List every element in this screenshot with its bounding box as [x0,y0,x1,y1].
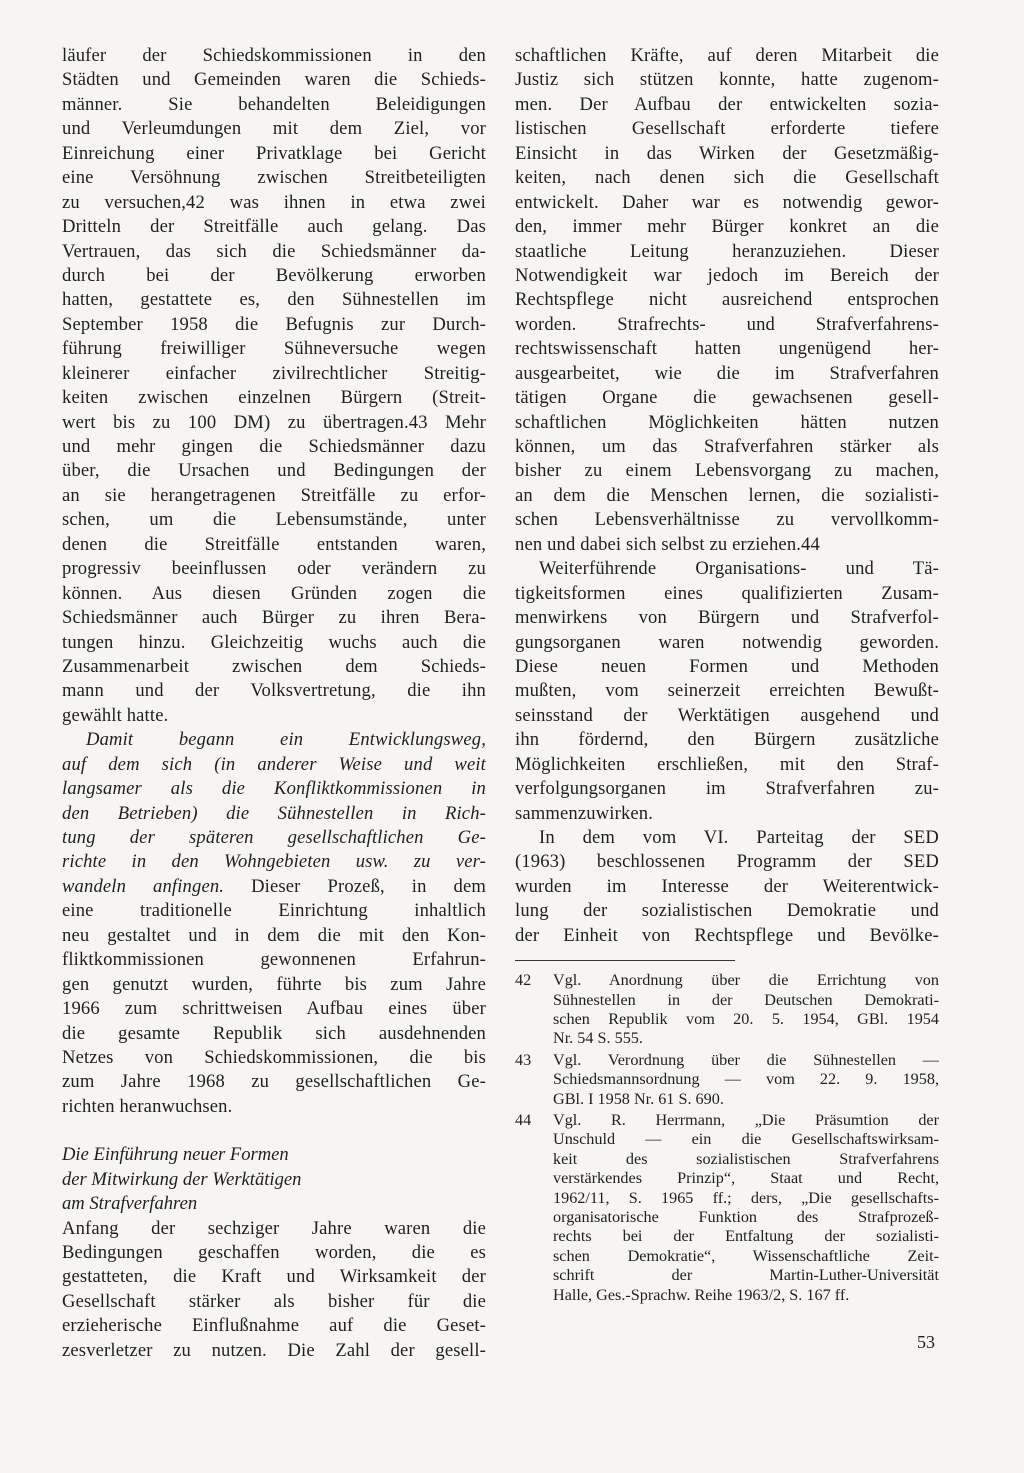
text-line: mann und der Volksvertretung, die ihn [62,680,486,702]
paragraph [515,826,939,948]
text-line: schen Demokratie“, Wissenschaftliche Zeit- [553,1246,939,1265]
text-line: keit des sozialistischen Strafverfahrens [553,1149,939,1168]
footnote [515,971,939,1049]
text-line: am Strafverfahren [62,1193,198,1215]
text-line: hatten, gestattete es, den Sühnestellen im [62,289,486,311]
text-line: können, um das Strafverfahren stärker als [515,436,939,457]
text-line: richten heranwuchsen. [62,1095,233,1117]
text-line: nen und dabei sich selbst zu erziehen.44 [515,533,820,555]
text-line: Rechtspflege nicht ausreichend entsprochen [515,289,939,311]
footnote-divider [515,960,735,961]
text-line: Vgl. Verordnung über die Sühnestellen — [553,1050,939,1069]
text-line: an dem die Menschen lernen, die sozialisti- [515,484,939,506]
text-line: langsamer als die Konfliktkommissionen in [62,778,486,800]
text-line: mußten, vom seinerzeit erreichten Bewußt- [515,680,939,702]
text-line: Notwendigkeit war jedoch im Bereich der [515,264,939,286]
text-line: und mehr gingen die Schiedsmänner dazu [62,436,486,457]
paragraph [62,1217,486,1364]
text-line: schen Republik vom 20. 5. 1954, GBl. 1954 [553,1010,939,1028]
text-line: der Einheit von Rechtspflege und Bevölke- [515,924,939,946]
text-line: auf dem sich (in anderer Weise und weit [62,753,486,775]
text-line: wert bis zu 100 DM) zu übertragen.43 Mehr [62,411,486,433]
text-line: September 1958 die Befugnis zur Durch- [62,313,486,335]
text-line: Einreichung einer Privatklage bei Gericht [62,142,486,164]
text-line: Schiedsmänner auch Bürger zu ihren Bera- [62,607,486,629]
text-line: men. Der Aufbau der entwickelten sozia- [515,93,939,115]
text-line: lung der sozialistischen Demokratie und [515,900,939,922]
text-line: neu gestaltet und in dem die mit den Kon- [62,924,486,946]
footnote [515,1051,939,1109]
text-line: schen Lebensverhältnisse zu vervollkomm- [515,509,939,531]
text-line: Unschuld — ein die Gesellschaftswirksam- [553,1130,939,1149]
text-line: zesverletzer zu nutzen. Die Zahl der gesell- [62,1339,486,1361]
text-line: denen die Streitfälle entstanden waren, [62,533,486,555]
italic-fragment: wandeln anfingen. [62,875,225,897]
text-line: männer. Sie behandelten Beleidigungen [62,93,486,115]
text-line: gewählt hatte. [62,704,169,726]
text-line: 1966 zum schrittweisen Aufbau eines über [62,998,486,1020]
text-line: eine Versöhnung zwischen Streitbeteiligten [62,167,486,189]
text-line: richte in den Wohngebieten usw. zu ver- [62,851,486,873]
text-line: (1963) beschlossenen Programm der SED [515,851,939,873]
text-line: den, immer mehr Bürger konkret an die [515,216,939,238]
text-line: ihn fördernd, den Bürgern zusätzliche [515,729,939,751]
text-line: worden. Strafrechts- und Strafverfahrens- [515,313,939,335]
text-line: Bedingungen geschaffen worden, die es [62,1242,486,1264]
text-line: schen, um die Lebensumstände, unter [62,509,486,531]
text-line: eine traditionelle Einrichtung inhaltlich [62,900,486,922]
text-line: Gesellschaft stärker als bisher für die [62,1290,486,1312]
text-line: fliktkommissionen gewonnenen Erfahrun- [62,949,486,971]
text-line: Sühnestellen in der Deutschen Demokrati- [553,990,939,1009]
text-line: Weiterführende Organisations- und Tä- [539,558,939,580]
text-line: der Mitwirkung der Werktätigen [62,1168,302,1190]
text-line: Vgl. Anordnung über die Errichtung von [553,971,939,990]
text-line: seinsstand der Werktätigen ausgehend und [515,704,939,726]
text-line: GBl. I 1958 Nr. 61 S. 690. [553,1089,724,1108]
text-line: In dem vom VI. Parteitag der SED [539,827,939,848]
text-line: sammenzuwirken. [515,802,654,824]
text-line: Dritteln der Streitfälle auch gelang. Das [62,216,486,238]
text-line: die gesamte Republik sich ausdehnenden [62,1022,486,1044]
paragraph-italic-lead [62,728,486,1119]
paragraph [515,557,939,826]
text-line: rechtswissenschaft hatten ungenügend her- [515,338,939,360]
text-line: schaftlichen Möglichkeiten hätten nutzen [515,411,939,433]
text-line: Diese neuen Formen und Methoden [515,655,939,677]
text-line: verfolgungsorganen im Strafverfahren zu- [515,778,939,800]
text-line: Möglichkeiten erschließen, mit den Straf- [515,753,939,775]
text-line: zu versuchen,42 was ihnen in etwa zwei [62,191,486,213]
text-line: können. Aus diesen Gründen zogen die [62,582,486,604]
text-line: menwirkens von Bürgern und Strafverfol- [515,607,939,629]
text-line: gungsorganen waren notwendig geworden. [515,631,939,653]
text-line: Vgl. R. Herrmann, „Die Präsumtion der [553,1111,939,1130]
text-line: tätigen Organe die gewachsenen gesell- [515,387,939,409]
text-line: wurden im Interesse der Weiterentwick- [515,875,939,897]
text-line: erzieherische Einflußnahme auf die Geset- [62,1315,486,1337]
text-line: Einsicht in das Wirken der Gesetzmäßig- [515,142,939,164]
text-line: Städten und Gemeinden waren die Schieds- [62,69,486,91]
text-line: entwickelt. Daher war es notwendig gewor- [515,191,939,213]
text-line: Schiedsmannsordnung — vom 22. 9. 1958, [553,1070,939,1089]
text-line: rechts bei der Entfaltung der sozialisti- [553,1227,939,1246]
text-line: listischen Gesellschaft erforderte tiefere [515,118,939,140]
text-line: Zusammenarbeit zwischen dem Schieds- [62,655,486,677]
text-line: verstärkendes Prinzip“, Staat und Recht, [553,1169,939,1188]
text-line: den Betrieben) die Sühnestellen in Rich- [62,802,486,824]
text-line: Damit begann ein Entwicklungsweg, [86,729,486,751]
text-line: schaftlichen Kräfte, auf deren Mitarbeit die [515,45,939,66]
text-line: 1962/11, S. 1965 ff.; ders, „Die gesellschafts- [553,1188,939,1207]
text-line: gestatteten, die Kraft und Wirksamkeit der [62,1266,486,1288]
text-line: organisatorische Funktion des Strafprozeß- [553,1208,939,1227]
text-line: Netzes von Schiedskommissionen, die bis [62,1046,486,1068]
left-column [62,44,486,1363]
text-line: Nr. 54 S. 555. [553,1029,643,1048]
text-line: tung der späteren gesellschaftlichen Ge- [62,827,486,848]
text-line: keiten, nach denen sich die Gesellschaft [515,167,939,189]
text-line: gen genutzt wurden, führte bis zum Jahre [62,973,486,995]
footnote-number: 44 [515,1111,532,1130]
footnote [515,1111,939,1305]
page-number: 53 [917,1332,935,1352]
text-line: läufer der Schiedskommissionen in den [62,45,486,66]
paragraph [515,44,939,557]
text-line: tungen hinzu. Gleichzeitig wuchs auch die [62,631,486,653]
text-line: durch bei der Bevölkerung erworben [62,264,486,286]
text-line [62,875,486,899]
footnotes [515,971,939,1305]
text-line: führung freiwilliger Sühneversuche wegen [62,338,486,360]
text-line: keiten zwischen einzelnen Bürgern (Streit- [62,387,486,409]
text-line: Die Einführung neuer Formen [62,1144,289,1166]
footnote-number: 42 [515,971,532,990]
text-line: bisher zu einem Lebensvorgang zu machen, [515,460,939,482]
text-line: progressiv beeinflussen oder verändern zu [62,558,486,580]
text-line: Vertrauen, das sich die Schiedsmänner da- [62,240,486,262]
text-line: kleinerer einfacher zivilrechtlicher Streitig- [62,362,486,384]
text-line: und Verleumdungen mit dem Ziel, vor [62,118,486,140]
text-line: schrift der Martin-Luther-Universität [553,1266,939,1285]
text-line: tigkeitsformen eines qualifizierten Zusam- [515,582,939,604]
paragraph [62,44,486,728]
text-fragment: Dieser Prozeß, in dem [224,875,486,897]
text-line: Halle, Ges.-Sprachw. Reihe 1963/2, S. 167 ff. [553,1285,850,1304]
text-line: zum Jahre 1968 zu gesellschaftlichen Ge- [62,1071,486,1093]
text-line: Anfang der sechziger Jahre waren die [62,1217,486,1239]
text-line: über, die Ursachen und Bedingungen der [62,460,486,482]
footnote-number: 43 [515,1050,532,1069]
right-column [515,44,939,1305]
text-line: ausgearbeitet, wie die im Strafverfahren [515,362,939,384]
text-line: staatliche Leitung heranzuziehen. Dieser [515,240,939,262]
section-heading [62,1143,486,1216]
text-line: Justiz sich stützen konnte, hatte zugenom- [515,69,939,91]
text-line: an sie herangetragenen Streitfälle zu erfor- [62,484,486,506]
